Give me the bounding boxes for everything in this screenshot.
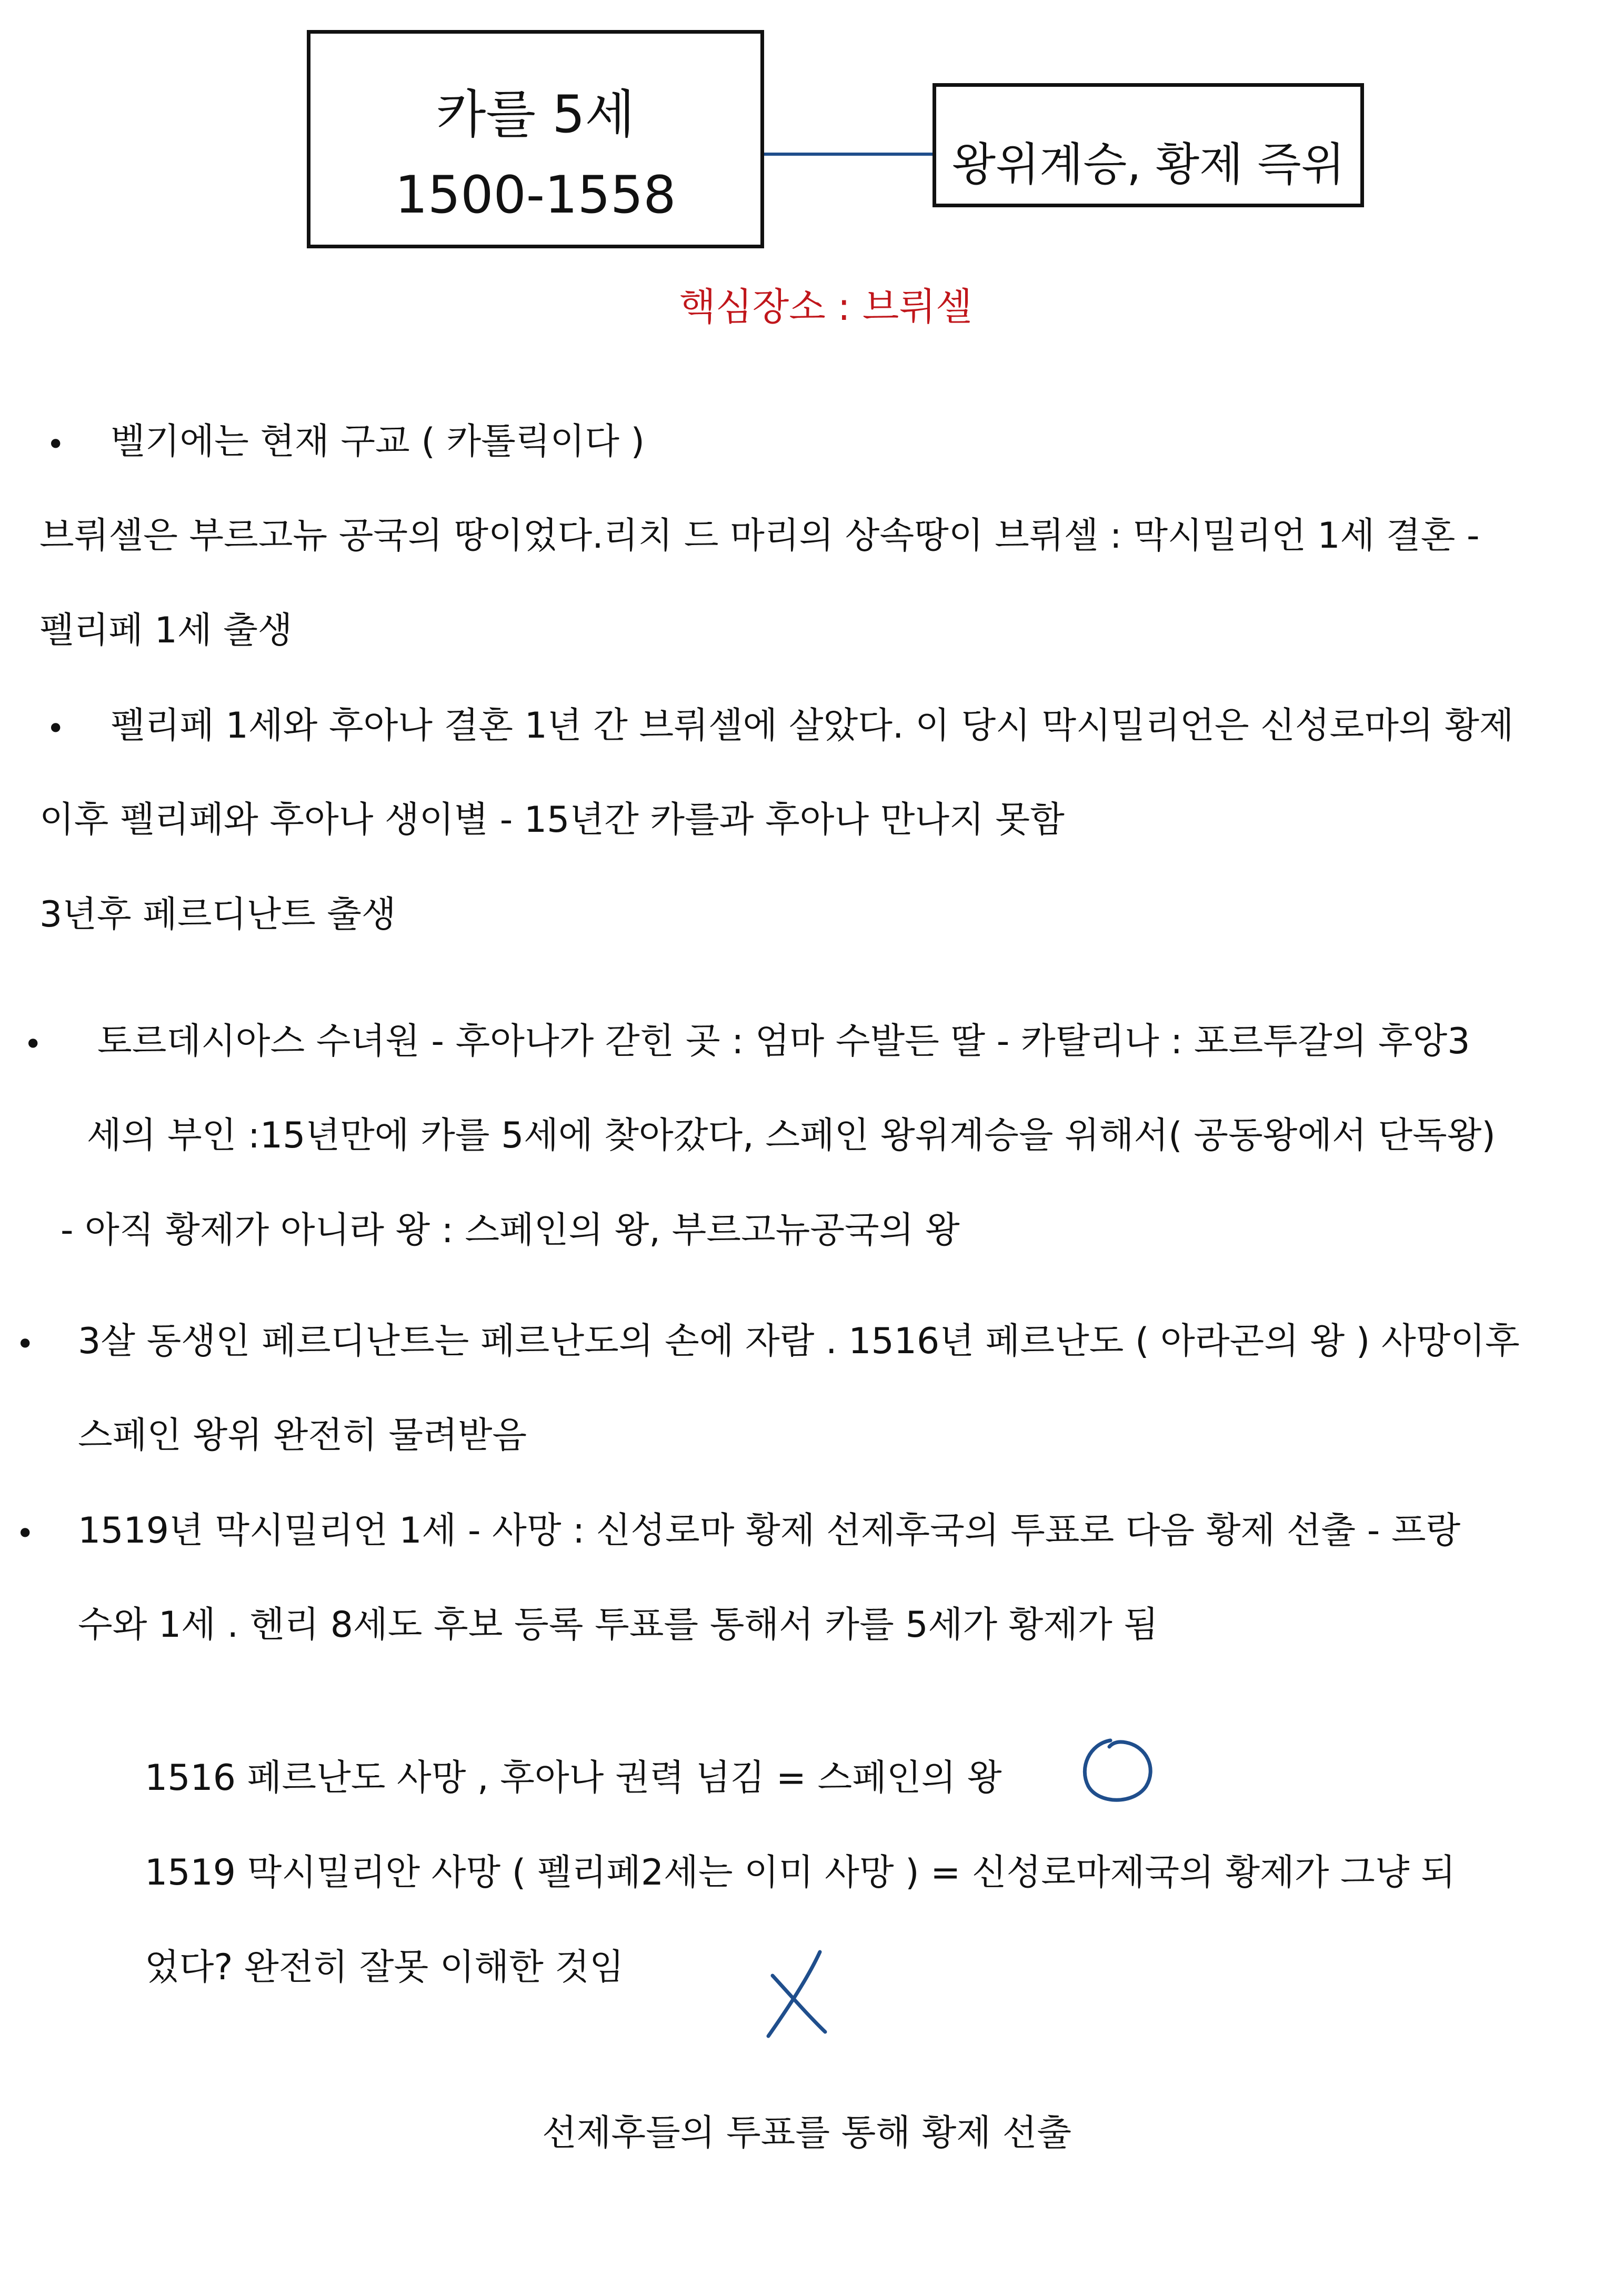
body-line-9: - 아직 황제가 아니라 왕 : 스페인의 왕, 부르고뉴공국의 왕 bbox=[61, 1210, 960, 1251]
wrong-note-line-2: 었다? 완전히 잘못 이해한 것임 bbox=[145, 1947, 624, 1988]
title-years: 1500-1558 bbox=[395, 165, 676, 225]
body-line-11: 스페인 왕위 완전히 물려받음 bbox=[78, 1415, 527, 1456]
key-place-label: 핵심장소 : 브뤼셀 bbox=[679, 285, 973, 329]
x-mark bbox=[758, 1947, 842, 2041]
bullet-4: • bbox=[16, 1326, 35, 1363]
circle-mark bbox=[1074, 1731, 1163, 1815]
conclusion: 선제후들의 투표를 통해 황제 선출 bbox=[542, 2112, 1072, 2154]
title-box bbox=[307, 30, 764, 248]
body-line-5: 이후 펠리페와 후아나 생이별 - 15년간 카를과 후아나 만나지 못함 bbox=[39, 799, 1065, 841]
bullet-5: • bbox=[16, 1515, 35, 1552]
event-label: 왕위계승, 황제 즉위 bbox=[952, 138, 1345, 191]
body-line-7: 토르데시아스 수녀원 - 후아나가 갇힌 곳 : 엄마 수발든 딸 - 카탈리나 : 포르투갈의 후앙3 bbox=[97, 1021, 1470, 1062]
correct-note: 1516 페르난도 사망 , 후아나 권력 넘김 = 스페인의 왕 bbox=[145, 1757, 1002, 1799]
body-line-13: 수와 1세 . 헨리 8세도 후보 등록 투표를 통해서 카를 5세가 황제가 됨 bbox=[78, 1604, 1158, 1646]
bullet-1: • bbox=[46, 426, 65, 463]
body-line-2: 브뤼셀은 부르고뉴 공국의 땅이었다.리치 드 마리의 상속땅이 브뤼셀 : 막시밀리언 1세 결혼 - bbox=[39, 515, 1480, 557]
connector-line bbox=[764, 153, 933, 156]
event-box bbox=[933, 83, 1364, 207]
body-line-8: 세의 부인 :15년만에 카를 5세에 찾아갔다, 스페인 왕위계승을 위해서( 공동왕에서 단독왕) bbox=[87, 1115, 1496, 1156]
body-line-1: 벨기에는 현재 구교 ( 카톨릭이다 ) bbox=[111, 421, 645, 462]
body-line-10: 3살 동생인 페르디난트는 페르난도의 손에 자람 . 1516년 페르난도 ( 아라곤의 왕 ) 사망이후 bbox=[78, 1321, 1520, 1362]
body-line-12: 1519년 막시밀리언 1세 - 사망 : 신성로마 황제 선제후국의 투표로 다음 황제 선출 - 프랑 bbox=[78, 1510, 1461, 1552]
bullet-2: • bbox=[46, 710, 65, 747]
body-line-6: 3년후 페르디난트 출생 bbox=[39, 894, 396, 935]
wrong-note-line-1: 1519 막시밀리안 사망 ( 펠리페2세는 이미 사망 ) = 신성로마제국의 황제가 그냥 되 bbox=[145, 1852, 1456, 1894]
body-line-3: 펠리페 1세 출생 bbox=[39, 610, 293, 651]
body-line-4: 펠리페 1세와 후아나 결혼 1년 간 브뤼셀에 살았다. 이 당시 막시밀리언은 신성로마의 황제 bbox=[111, 705, 1514, 747]
bullet-3: • bbox=[24, 1026, 43, 1063]
title-name: 카를 5세 bbox=[436, 85, 635, 145]
